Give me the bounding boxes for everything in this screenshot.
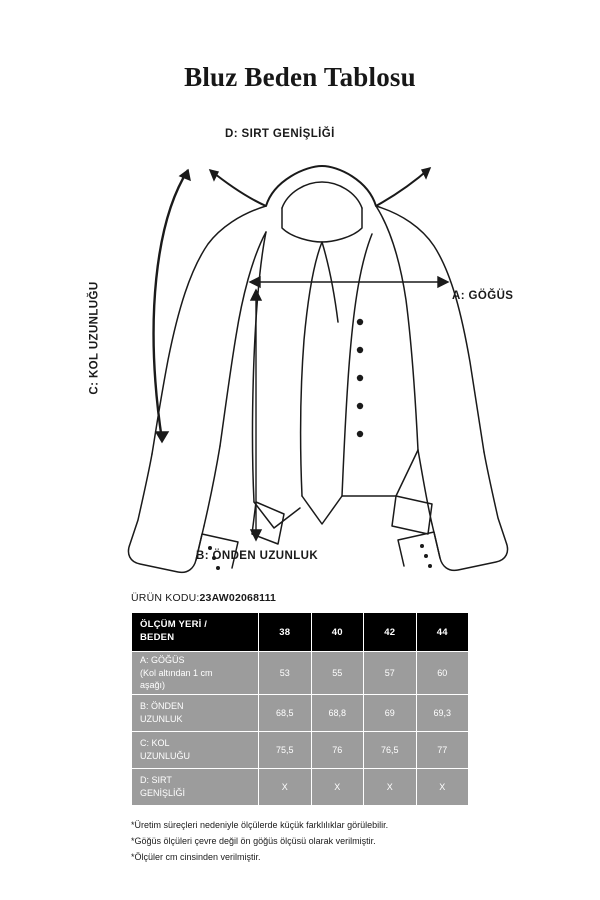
row-label-front-length-line2: UZUNLUK: [140, 714, 183, 724]
product-code-label: ÜRÜN KODU:: [131, 592, 200, 604]
row-label-chest-line2: (Kol altından 1 cm: [140, 667, 213, 678]
garment-diagram: [60, 110, 540, 580]
cell-sleeve-44: 77: [416, 732, 469, 769]
table-row: [132, 769, 469, 806]
blouse-illustration: [60, 110, 540, 580]
row-label-front-length-line1: B: ÖNDEN: [140, 701, 184, 712]
label-chest: A: GÖĞÜS: [452, 290, 514, 302]
table-row: [132, 732, 469, 769]
table-header-measurement-line1: ÖLÇÜM YERİ /: [140, 619, 208, 631]
table-row: [132, 652, 469, 695]
cell-chest-42: 57: [364, 652, 417, 695]
cell-chest-38: 53: [259, 652, 312, 695]
row-label-back-width: [132, 769, 259, 806]
table-header-measurement: [132, 613, 259, 652]
cell-back-38: X: [259, 769, 312, 806]
row-label-back-width-line1: D: SIRT: [140, 775, 172, 786]
cell-front-40: 68,8: [311, 695, 364, 732]
size-table: [131, 612, 469, 806]
cell-front-42: 69: [364, 695, 417, 732]
cell-front-38: 68,5: [259, 695, 312, 732]
row-label-front-length: [132, 695, 259, 732]
table-header-row: [132, 613, 469, 652]
page-title: Bluz Beden Tablosu: [184, 62, 416, 92]
label-sleeve-length: C: KOL UZUNLUĞU: [88, 281, 101, 395]
table-header-size-40: 40: [311, 613, 364, 652]
product-code: [131, 592, 276, 604]
table-header-size-38: 38: [259, 613, 312, 652]
cell-back-42: X: [364, 769, 417, 806]
cell-back-40: X: [311, 769, 364, 806]
footnotes: [131, 818, 491, 865]
table-row: [132, 695, 469, 732]
row-label-sleeve-length: [132, 732, 259, 769]
cell-chest-44: 60: [416, 652, 469, 695]
row-label-back-width-line2: GENİŞLİĞİ: [140, 788, 186, 798]
row-label-chest-line1: A: GÖĞÜS: [140, 655, 185, 666]
cell-chest-40: 55: [311, 652, 364, 695]
footnote-3: *Ölçüler cm cinsinden verilmiştir.: [131, 851, 261, 862]
row-label-sleeve-length-line1: C: KOL: [140, 738, 170, 749]
row-label-sleeve-length-line2: UZUNLUĞU: [140, 751, 191, 761]
product-code-value: 23AW02068111: [199, 592, 277, 604]
row-label-chest-line3: aşağı): [140, 680, 166, 691]
cell-sleeve-42: 76,5: [364, 732, 417, 769]
cell-sleeve-40: 76: [311, 732, 364, 769]
label-back-width: D: SIRT GENİŞLİĞİ: [225, 128, 335, 140]
table-header-size-42: 42: [364, 613, 417, 652]
table-header-measurement-line2: BEDEN: [140, 632, 175, 643]
cell-sleeve-38: 75,5: [259, 732, 312, 769]
footnote-1: *Üretim süreçleri nedeniyle ölçülerde küçük farklılıklar görülebilir.: [131, 820, 389, 830]
label-front-length: B: ÖNDEN UZUNLUK: [196, 550, 319, 562]
table-header-size-44: 44: [416, 613, 469, 652]
footnote-2: *Göğüs ölçüleri çevre değil ön göğüs ölçüsü olarak verilmiştir.: [131, 835, 376, 846]
cell-front-44: 69,3: [416, 695, 469, 732]
cell-back-44: X: [416, 769, 469, 806]
row-label-chest: [132, 652, 259, 695]
